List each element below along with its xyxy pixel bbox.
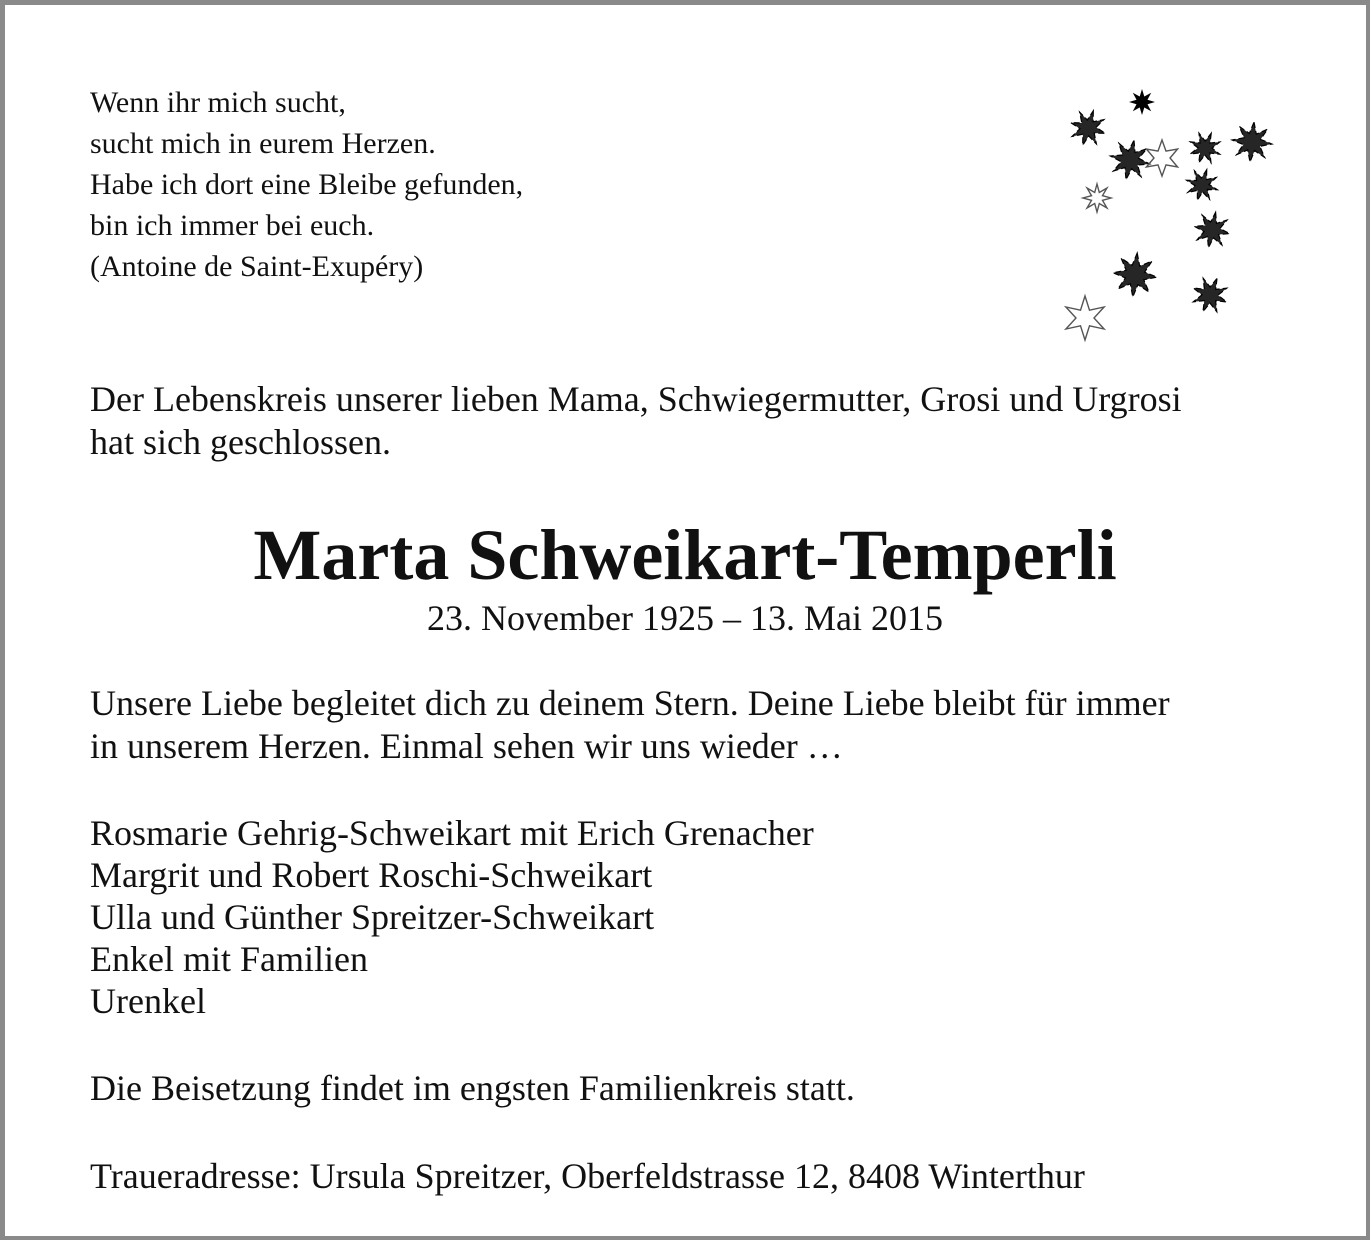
intro-line: Der Lebenskreis unserer lieben Mama, Schwiegermutter, Grosi und Urgrosi <box>90 379 1182 419</box>
family-member: Margrit und Robert Roschi-Schweikart <box>90 855 653 895</box>
star-icon <box>1194 212 1229 247</box>
poem-line: sucht mich in eurem Herzen. <box>90 127 436 160</box>
family-list <box>90 812 814 1022</box>
star-icon <box>1066 296 1104 340</box>
family-member: Urenkel <box>90 981 206 1021</box>
star-icon <box>1190 133 1220 163</box>
poem-attribution: (Antoine de Saint-Exupéry) <box>90 250 424 283</box>
mourning-line: Unsere Liebe begleitet dich zu deinem Stern. Deine Liebe bleibt für immer <box>90 683 1170 723</box>
family-member: Enkel mit Familien <box>90 939 368 979</box>
star-icon <box>1071 111 1105 145</box>
star-icon <box>1083 184 1111 212</box>
poem-line: bin ich immer bei euch. <box>90 209 375 242</box>
star-icon <box>1113 253 1157 297</box>
intro-text <box>90 378 1182 464</box>
family-member: Rosmarie Gehrig-Schweikart mit Erich Grenacher <box>90 813 814 853</box>
mourning-line: in unserem Herzen. Einmal sehen wir uns wieder … <box>90 726 843 766</box>
poem-line: Habe ich dort eine Bleibe gefunden, <box>90 168 524 201</box>
poem-quote <box>90 82 523 287</box>
stars-cluster-icon <box>1040 80 1300 350</box>
mourning-address: Traueradresse: Ursula Spreitzer, Oberfeldstrasse 12, 8408 Winterthur <box>90 1156 1085 1196</box>
deceased-name: Marta Schweikart-Temperli <box>253 515 1117 595</box>
star-icon <box>1129 89 1155 115</box>
star-icon <box>1187 170 1218 201</box>
family-member: Ulla und Günther Spreitzer-Schweikart <box>90 897 655 937</box>
mourning-text <box>90 682 1170 768</box>
poem-line: Wenn ihr mich sucht, <box>90 86 346 119</box>
intro-line: hat sich geschlossen. <box>90 422 391 462</box>
burial-notice: Die Beisetzung findet im engsten Familienkreis statt. <box>90 1068 855 1108</box>
star-icon <box>1193 278 1226 311</box>
life-dates: 23. November 1925 – 13. Mai 2015 <box>427 598 943 638</box>
star-icon <box>1232 122 1272 162</box>
star-icon <box>1146 140 1177 176</box>
star-icon <box>1110 140 1149 179</box>
